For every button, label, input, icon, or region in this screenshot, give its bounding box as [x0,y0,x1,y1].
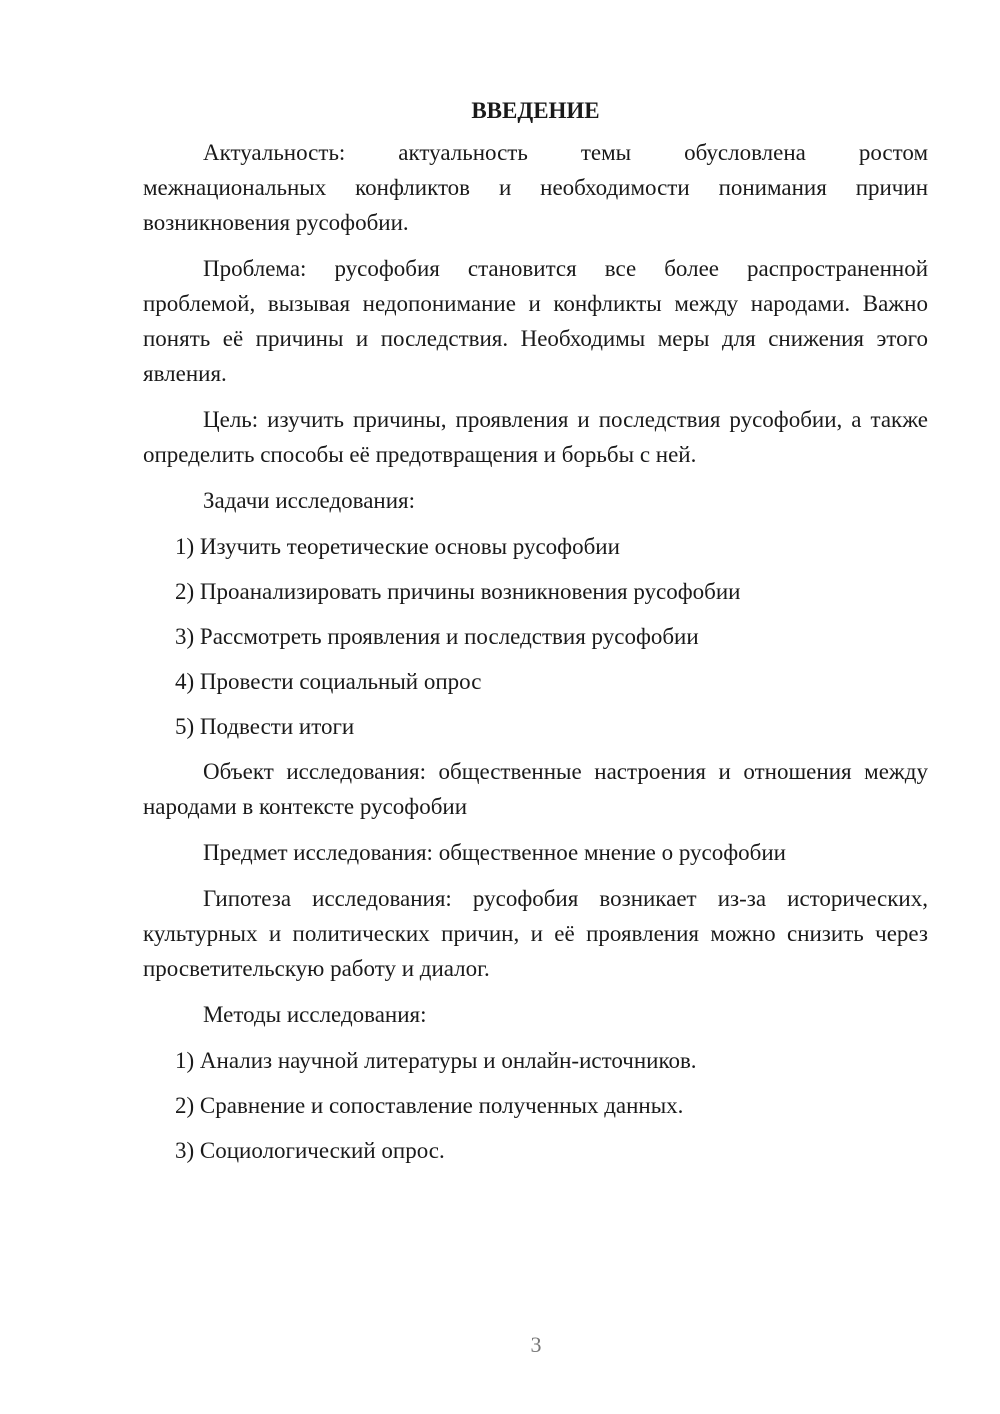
paragraph-methods-intro: Методы исследования: [203,1002,427,1027]
list-item: 3) Социологический опрос. [175,1138,445,1163]
methods-list [143,1043,928,1168]
list-item: 2) Сравнение и сопоставление полученных данных. [175,1093,684,1118]
paragraph-hypothesis: Гипотеза исследования: русофобия возникает из-за исторических, культурных и политических причин, и её проявления можно снизить через просветительскую работу и диалог. [143,886,928,981]
list-item: 5) Подвести итоги [175,714,355,739]
paragraph-goal: Цель: изучить причины, проявления и последствия русофобии, а также определить способы её предотвращения и борьбы с ней. [143,407,928,467]
paragraph-tasks-intro: Задачи исследования: [203,488,416,513]
paragraph-relevance: Актуальность: актуальность темы обусловлена ростом межнациональных конфликтов и необходимости понимания причин возникновения русофобии. [143,140,928,235]
page-number: 3 [530,1332,542,1357]
tasks-list [143,529,928,744]
page-content [143,93,928,1178]
section-heading: ВВЕДЕНИЕ [471,98,600,123]
paragraph-problem: Проблема: русофобия становится все более распространенной проблемой, вызывая недопонимание и конфликты между народами. Важно понять её причины и последствия. Необходимы меры для снижения этого явления. [143,256,928,386]
list-item: 3) Рассмотреть проявления и последствия русофобии [175,624,699,649]
list-item: 1) Анализ научной литературы и онлайн-источников. [175,1048,697,1073]
paragraph-subject: Предмет исследования: общественное мнение о русофобии [203,840,786,865]
paragraph-object: Объект исследования: общественные настроения и отношения между народами в контексте русофобии [143,759,928,819]
list-item: 4) Провести социальный опрос [175,669,482,694]
list-item: 2) Проанализировать причины возникновения русофобии [175,579,741,604]
list-item: 1) Изучить теоретические основы русофобии [175,534,620,559]
